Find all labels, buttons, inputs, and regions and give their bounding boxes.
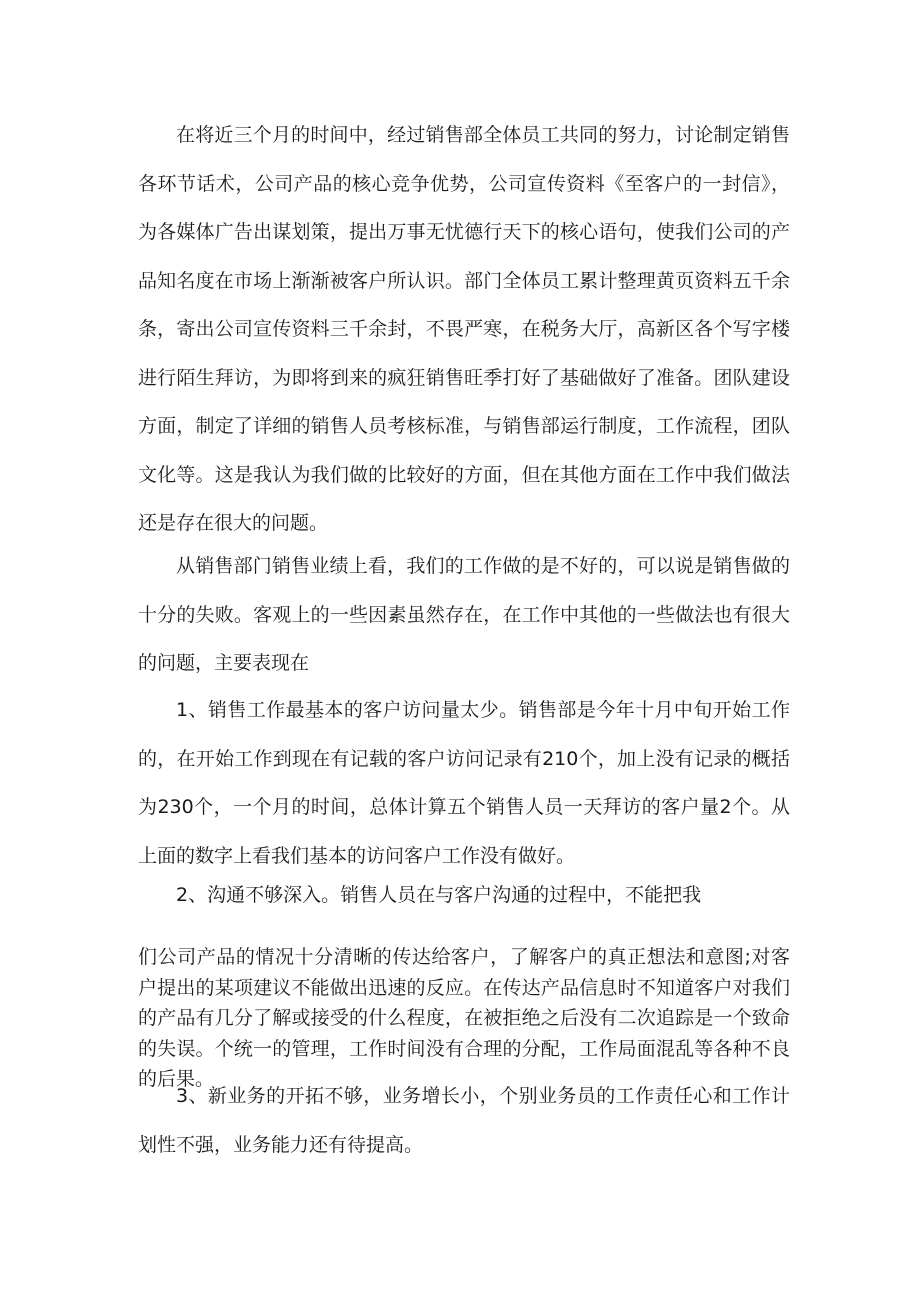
paragraph-sales-performance: 从销售部门销售业绩上看，我们的工作做的是不好的，可以说是销售做的十分的失败。客观上的一些因素虽然存在，在工作中其他的一些做法也有很大的问题，主要表现在 bbox=[138, 555, 790, 674]
paragraph-issue-communication-body: 们公司产品的情况十分清晰的传达给客户，了解客户的真正想法和意图;对客户提出的某项建议不能做出迅速的反应。在传达产品信息时不知道客户对我们的产品有几分了解或接受的什么程度，在被拒绝之后没有二次追踪是一个致命的失误。个统一的管理，工作时间没有合理的分配，工作局面混乱等各种不良的后果。 bbox=[138, 946, 790, 1090]
paragraph-issue-visit-volume: 1、销售工作最基本的客户访问量太少。销售部是今年十月中旬开始工作的，在开始工作到现在有记载的客户访问记录有210个，加上没有记录的概括为230个，一个月的时间，总体计算五个销售人员一天拜访的客户量2个。从上面的数字上看我们基本的访问客户工作没有做好。 bbox=[138, 699, 790, 867]
paragraph-issue-communication-heading: 2、沟通不够深入。销售人员在与客户沟通的过程中，不能把我 bbox=[176, 884, 702, 906]
paragraph-issue-business-development: 3、新业务的开拓不够，业务增长小，个别业务员的工作责任心和工作计划性不强，业务能力还有待提高。 bbox=[138, 1085, 790, 1156]
paragraph-achievements: 在将近三个月的时间中，经过销售部全体员工共同的努力，讨论制定销售各环节话术，公司产品的核心竞争优势，公司宣传资料《至客户的一封信》，为各媒体广告出谋划策，提出万事无忧德行天下的核心语句，使我们公司的产品知名度在市场上渐渐被客户所认识。部门全体员工累计整理黄页资料五千余条，寄出公司宣传资料三千余封，不畏严寒，在税务大厅，高新区各个写字楼进行陌生拜访，为即将到来的疯狂销售旺季打好了基础做好了准备。团队建设方面，制定了详细的销售人员考核标准，与销售部运行制度，工作流程，团队文化等。这是我认为我们做的比较好的方面，但在其他方面在工作中我们做法还是存在很大的问题。 bbox=[138, 124, 790, 534]
